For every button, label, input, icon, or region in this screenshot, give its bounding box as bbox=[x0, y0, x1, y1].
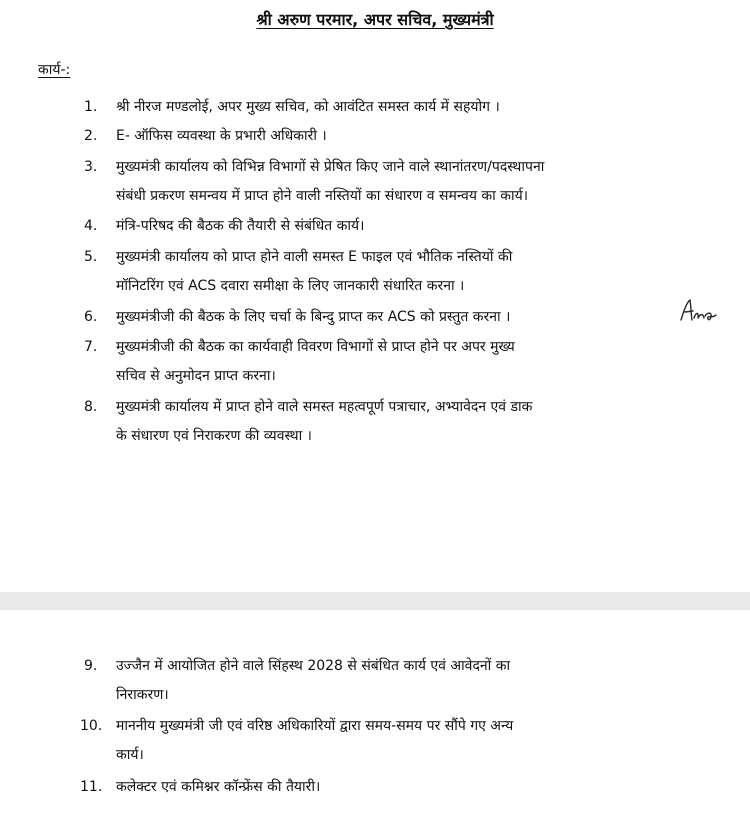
duty-number: 6. bbox=[84, 309, 98, 325]
duty-number: 10. bbox=[80, 718, 103, 734]
section-label-duties: कार्य-: bbox=[38, 62, 71, 78]
duty-text-line-1: मुख्यमंत्री कार्यालय में प्राप्त होने वाले समस्त महत्वपूर्ण पत्राचार, अभ्यावेदन एवं डाक bbox=[116, 399, 533, 415]
duty-text: E- ऑफिस व्यवस्था के प्रभारी अधिकारी । bbox=[116, 128, 327, 144]
duty-text-line-1: उज्जैन में आयोजित होने वाले सिंहस्थ 2028 से संबंधित कार्य एवं आवेदनों का bbox=[116, 658, 511, 674]
duty-number: 2. bbox=[84, 128, 98, 144]
duty-number: 5. bbox=[84, 249, 98, 265]
duty-text-line-2: कार्य। bbox=[116, 747, 144, 763]
duty-text-line-2: के संधारण एवं निराकरण की व्यवस्था । bbox=[116, 428, 312, 444]
duty-text-line-1: मुख्यमंत्रीजी की बैठक का कार्यवाही विवरण विभागों से प्राप्त होने पर अपर मुख्य bbox=[116, 339, 515, 355]
duty-text-line-1: मुख्यमंत्री कार्यालय को प्राप्त होने वाली समस्त E फाइल एवं भौतिक नस्तियों की bbox=[116, 249, 513, 265]
duty-text-line-2: निराकरण। bbox=[116, 687, 169, 703]
duty-text: मुख्यमंत्रीजी की बैठक के लिए चर्चा के बिन्दु प्राप्त कर ACS को प्रस्तुत करना । bbox=[116, 309, 511, 325]
duty-number: 11. bbox=[80, 779, 103, 795]
document-title: श्री अरुण परमार, अपर सचिव, मुख्यमंत्री bbox=[256, 10, 494, 29]
duty-text: मंत्रि-परिषद की बैठक की तैयारी से संबंधित कार्य। bbox=[116, 218, 365, 234]
duty-number: 3. bbox=[84, 159, 98, 175]
duty-text: कलेक्टर एवं कमिश्नर कॉन्फ्रेंस की तैयारी। bbox=[116, 779, 321, 795]
duty-number: 9. bbox=[84, 658, 98, 674]
duty-number: 7. bbox=[84, 339, 98, 355]
duty-text-line-2: मॉनिटरिंग एवं ACS दवारा समीक्षा के लिए जानकारी संधारित करना । bbox=[116, 278, 465, 294]
duty-text-line-2: सचिव से अनुमोदन प्राप्त करना। bbox=[116, 368, 276, 384]
duty-text-line-1: माननीय मुख्यमंत्री जी एवं वरिष्ठ अधिकारियों द्वारा समय-समय पर सौंपे गए अन्य bbox=[116, 718, 514, 734]
duty-number: 4. bbox=[84, 218, 98, 234]
handwritten-signature-icon bbox=[678, 296, 718, 326]
page-separator bbox=[0, 592, 750, 610]
duty-number: 8. bbox=[84, 399, 98, 415]
duty-text-line-1: मुख्यमंत्री कार्यालय को विभिन्न विभागों से प्रेषित किए जाने वाले स्थानांतरण/पदस्थापना bbox=[116, 159, 545, 175]
duty-number: 1. bbox=[84, 99, 98, 115]
duty-text-line-2: संबंधी प्रकरण समन्वय में प्राप्त होने वाली नस्तियों का संधारण व समन्वय का कार्य। bbox=[116, 188, 529, 204]
duty-text: श्री नीरज मण्डलोई, अपर मुख्य सचिव, को आवंटित समस्त कार्य में सहयोग । bbox=[116, 99, 500, 115]
